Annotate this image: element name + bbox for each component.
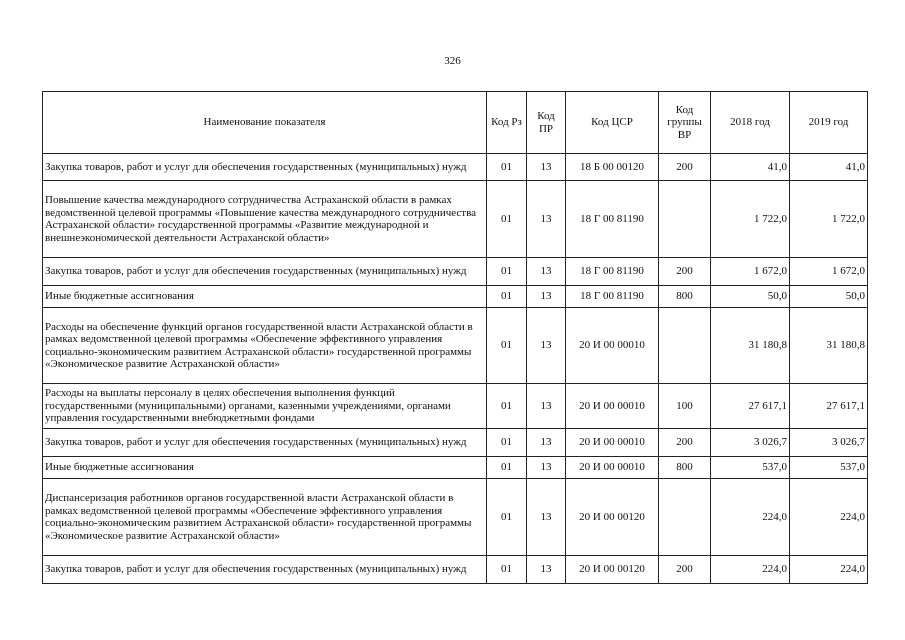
row-2019: 31 180,8 (790, 308, 868, 384)
table-row (43, 479, 868, 556)
row-rz: 01 (487, 384, 527, 429)
row-2019: 224,0 (790, 479, 868, 556)
row-pr: 13 (527, 308, 566, 384)
table-header-row (43, 92, 868, 154)
row-2019: 41,0 (790, 154, 868, 181)
row-2019: 224,0 (790, 556, 868, 584)
row-2019: 537,0 (790, 457, 868, 479)
row-vr: 200 (659, 154, 711, 181)
table-row (43, 429, 868, 457)
table-row (43, 154, 868, 181)
table-row (43, 308, 868, 384)
row-2019: 27 617,1 (790, 384, 868, 429)
table-row (43, 457, 868, 479)
row-csr: 18 Г 00 81190 (566, 286, 659, 308)
row-pr: 13 (527, 286, 566, 308)
row-rz: 01 (487, 258, 527, 286)
row-rz: 01 (487, 556, 527, 584)
row-2018: 1 672,0 (711, 258, 790, 286)
row-2018: 27 617,1 (711, 384, 790, 429)
header-pr: Код ПР (527, 92, 566, 154)
row-pr: 13 (527, 429, 566, 457)
row-csr: 20 И 00 00120 (566, 556, 659, 584)
row-csr: 18 Б 00 00120 (566, 154, 659, 181)
table-row (43, 556, 868, 584)
row-csr: 20 И 00 00010 (566, 384, 659, 429)
row-pr: 13 (527, 181, 566, 258)
row-pr: 13 (527, 479, 566, 556)
row-2018: 224,0 (711, 556, 790, 584)
row-rz: 01 (487, 286, 527, 308)
row-csr: 18 Г 00 81190 (566, 181, 659, 258)
row-csr: 18 Г 00 81190 (566, 258, 659, 286)
row-2019: 3 026,7 (790, 429, 868, 457)
header-2018: 2018 год (711, 92, 790, 154)
page-number: 326 (444, 55, 461, 67)
table-row (43, 258, 868, 286)
row-2019: 50,0 (790, 286, 868, 308)
row-vr: 800 (659, 457, 711, 479)
table-row (43, 384, 868, 429)
row-name: Закупка товаров, работ и услуг для обеспечения государственных (муниципальных) нужд (43, 429, 487, 457)
row-2018: 1 722,0 (711, 181, 790, 258)
row-vr: 200 (659, 258, 711, 286)
row-name: Закупка товаров, работ и услуг для обеспечения государственных (муниципальных) нужд (43, 154, 487, 181)
header-2019: 2019 год (790, 92, 868, 154)
row-csr: 20 И 00 00010 (566, 457, 659, 479)
row-vr (659, 181, 711, 258)
row-name: Иные бюджетные ассигнования (43, 457, 487, 479)
header-name: Наименование показателя (43, 92, 487, 154)
table-row (43, 286, 868, 308)
row-name: Закупка товаров, работ и услуг для обеспечения государственных (муниципальных) нужд (43, 258, 487, 286)
table-row (43, 181, 868, 258)
header-rz: Код Рз (487, 92, 527, 154)
header-vr: Код группы ВР (659, 92, 711, 154)
row-2019: 1 722,0 (790, 181, 868, 258)
row-vr (659, 479, 711, 556)
row-rz: 01 (487, 457, 527, 479)
row-rz: 01 (487, 181, 527, 258)
row-pr: 13 (527, 384, 566, 429)
row-pr: 13 (527, 154, 566, 181)
header-csr: Код ЦСР (566, 92, 659, 154)
row-name: Закупка товаров, работ и услуг для обеспечения государственных (муниципальных) нужд (43, 556, 487, 584)
row-name: Повышение качества международного сотрудничества Астраханской области в рамках ведомственной целевой программы «Повышение качества международного сотрудничества Астраханской области» государственной программы «Развитие международной и внешнеэкономической деятельности Астраханской области» (43, 181, 487, 258)
budget-table (42, 91, 868, 584)
row-rz: 01 (487, 154, 527, 181)
row-vr: 800 (659, 286, 711, 308)
row-2018: 31 180,8 (711, 308, 790, 384)
row-vr: 200 (659, 556, 711, 584)
row-pr: 13 (527, 556, 566, 584)
row-vr: 100 (659, 384, 711, 429)
row-2018: 41,0 (711, 154, 790, 181)
row-name: Расходы на выплаты персоналу в целях обеспечения выполнения функций государственными (муниципальными) органами, казенными учреждениями, органами управления государственными внебюджетными фондами (43, 384, 487, 429)
row-rz: 01 (487, 429, 527, 457)
row-rz: 01 (487, 308, 527, 384)
row-csr: 20 И 00 00120 (566, 479, 659, 556)
row-rz: 01 (487, 479, 527, 556)
row-name: Диспансеризация работников органов государственной власти Астраханской области в рамках ведомственной целевой программы «Обеспечение эффективного управления социально-экономическим развитием Астраханской области» государственной программы «Экономическое развитие Астраханской области» (43, 479, 487, 556)
row-name: Расходы на обеспечение функций органов государственной власти Астраханской области в рамках ведомственной целевой программы «Обеспечение эффективного управления социально-экономическим развитием Астраханской области» государственной программы «Экономическое развитие Астраханской области» (43, 308, 487, 384)
row-2018: 50,0 (711, 286, 790, 308)
row-vr (659, 308, 711, 384)
row-pr: 13 (527, 258, 566, 286)
row-2018: 537,0 (711, 457, 790, 479)
row-name: Иные бюджетные ассигнования (43, 286, 487, 308)
row-2019: 1 672,0 (790, 258, 868, 286)
row-csr: 20 И 00 00010 (566, 429, 659, 457)
row-csr: 20 И 00 00010 (566, 308, 659, 384)
row-pr: 13 (527, 457, 566, 479)
row-2018: 224,0 (711, 479, 790, 556)
row-vr: 200 (659, 429, 711, 457)
row-2018: 3 026,7 (711, 429, 790, 457)
